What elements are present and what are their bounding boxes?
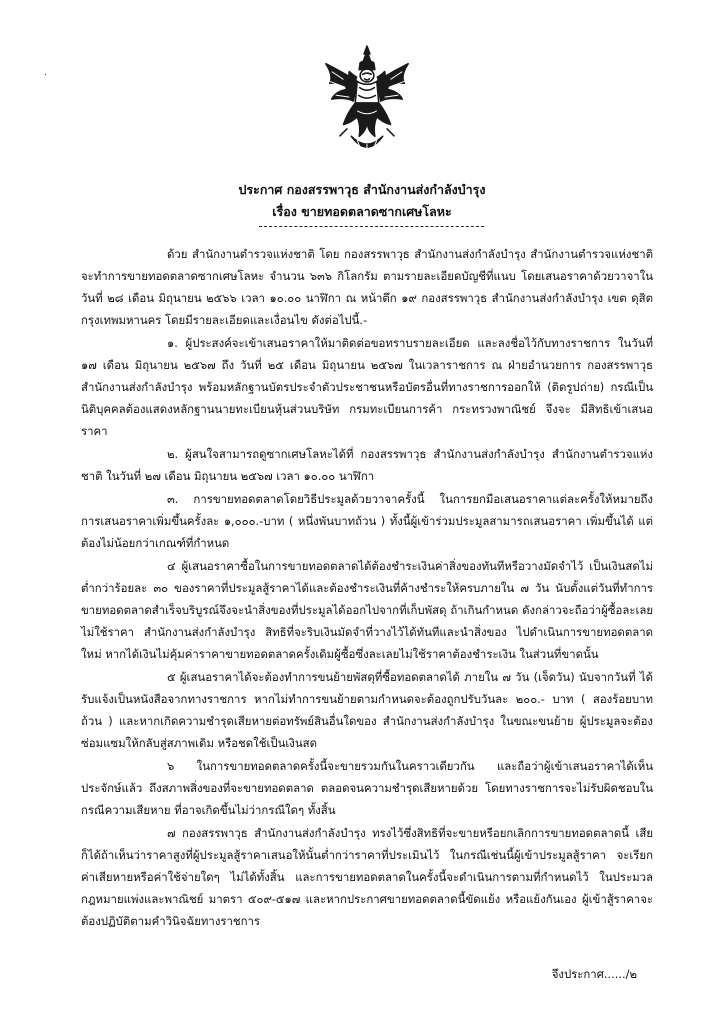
announcement-title: ประกาศ กองสรรพาวุธ สำนักงานส่งกำลังบำรุง: [238, 182, 486, 197]
continued-marker: จึงประกาศ....../๒: [551, 967, 637, 981]
clause-4: ๔ ผู้เสนอราคาซื้อในการขายทอดตลาดได้ต้องชำระเงินค่าสิ่งของทันทีหรือวางมัดจำไว้ เป็นเงินสดไม่ต่ำกว่าร้อยละ ๓๐ ของราคาที่ประมูลสู้ราคาได้และต้องชำระเงินที่ค้างชำระให้ครบภายใน ๗ วัน นับตั้งแต่วันที่ทำการขายทอดตลาดสำเร็จบริบูรณ์จึงจะนำสิ่งของที่ประมูลได้ออกไปจากที่เก็บพัสดุ ถ้าเกินกำหนด ดังกล่าวจะถือว่าผู้ซื้อละเลยไม่ใช้ราคา สำนักงานส่งกำลังบำรุง สิทธิที่จะริบเงินมัดจำที่วางไว้ได้ทันทีและนำสิ่งของ ไปดำเนินการขายทอดตลาดใหม่ หากได้เงินไม่คุ้มค่าราคาขายทอดตลาดครั้งเดิมผู้ซื้อซึ่งละเลยไม่ใช้ราคาต้องชำระเงิน ในส่วนที่ขาดนั้น: [81, 559, 653, 661]
clause-1: ๑. ผู้ประสงค์จะเข้าเสนอราคาให้มาติดต่อขอทราบรายละเอียด และลงชื่อไว้กับทางราชการ ในวันที่ ๑๗ เดือน มิถุนายน ๒๕๖๗ ถึง วันที่ ๒๕ เดือน มิถุนายน ๒๕๖๗ ในเวลาราชการ ณ ฝ่ายอำนวยการ กองสรรพาวุธ สำนักงานส่งกำลังบำรุง พร้อมหลักฐานบัตรประจำตัวประชาชนหรือบัตรอื่นที่ทางราชการออกให้ (ติดรูปถ่าย) กรณีเป็นนิติบุคคลต้องแสดงหลักฐานนายทะเบียนหุ้นส่วนบริษัท กรมทะเบียนการค้า กระทรวงพาณิชย์ จึงจะ มีสิทธิเข้าเสนอราคา: [81, 336, 653, 438]
header-divider: [259, 226, 484, 227]
document-body: [81, 243, 653, 932]
clause-6: ๖ ในการขายทอดตลาดครั้งนี้จะขายรวมกันในคราวเดียวกัน และถือว่าผู้เข้าเสนอราคาได้เห็นประจักษ์แล้ว ถึงสภาพสิ่งของที่จะขายทอดตลาด ตลอดจนความชำรุดเสียหายด้วย โดยทางราชการจะไม่รับผิดชอบในกรณีความเสียหาย ที่อาจเกิดขึ้นไม่ว่ากรณีใดๆ ทั้งสิ้น: [81, 759, 653, 817]
document-header: [0, 179, 724, 223]
garuda-emblem-icon: [318, 42, 416, 160]
intro-paragraph: ด้วย สำนักงานตำรวจแห่งชาติ โดย กองสรรพาวุธ สำนักงานส่งกำลังบำรุง สำนักงานตำรวจแห่งชาติ จะทำการขายทอดตลาดซากเศษโลหะ จำนวน ๖๓๖ กิโลกรัม ตามรายละเอียดบัญชีที่แนบ โดยเสนอราคาด้วยวาจาใน วันที่ ๒๘ เดือน มิถุนายน ๒๕๖๖ เวลา ๑๐.๐๐ นาฬิกา ณ หน้าตึก ๑๙ กองสรรพาวุธ สำนักงานส่งกำลังบำรุง เขต ดุสิต กรุงเทพมหานคร โดยมีรายละเอียดและเงื่อนไข ดังต่อไปนี้.-: [81, 247, 653, 327]
clause-5: ๕ ผู้เสนอราคาได้จะต้องทำการขนย้ายพัสดุที่ซื้อทอดตลาดได้ ภายใน ๗ วัน (เจ็ดวัน) นับจากวันที่ ได้รับแจ้งเป็นหนังสือจากทางราชการ หากไม่ทำการขนย้ายตามกำหนดจะต้องถูกปรับวันละ ๒๐๐.- บาท ( สองร้อยบาทถ้วน ) และหากเกิดความชำรุดเสียหายต่อทรัพย์สินอื่นใดของ สำนักงานส่งกำลังบำรุง ในขณะขนย้าย ผู้ประมูลจะต้องซ่อมแซมให้กลับสู่สภาพเดิม หรือชดใช้เป็นเงินสด: [81, 670, 653, 750]
clause-3: ๓. การขายทอดตลาดโดยวิธีประมูลด้วยวาจาครั้งนี้ ในการยกมือเสนอราคาแต่ละครั้งให้หมายถึง การเสนอราคาเพิ่มขึ้นครั้งละ ๑,๐๐๐.-บาท ( หนึ่งพันบาทถ้วน ) ทั้งนี้ผู้เข้าร่วมประมูลสามารถเสนอราคา เพิ่มขึ้นได้ แต่ต้องไม่น้อยกว่าเกณฑ์ที่กำหนด: [81, 492, 653, 550]
clause-2: ๒. ผู้สนใจสามารถดูซากเศษโลหะได้ที่ กองสรรพาวุธ สำนักงานส่งกำลังบำรุง สำนักงานตำรวจแห่งชาติ ในวันที่ ๒๗ เดือน มิถุนายน ๒๕๖๗ เวลา ๑๐.๐๐ นาฬิกา: [81, 447, 653, 483]
announcement-subject: เรื่อง ขายทอดตลาดซากเศษโลหะ: [272, 204, 452, 219]
stray-mark: .: [44, 68, 47, 78]
clause-7: ๗ กองสรรพาวุธ สำนักงานส่งกำลังบำรุง ทรงไว้ซึ่งสิทธิที่จะขายหรือยกเลิกการขายทอดตลาดนี้ เสียก็ได้ถ้าเห็นว่าราคาสูงที่ผู้ประมูลสู้ราคาเสนอให้นั้นต่ำกว่าราคาที่ประเมินไว้ ในกรณีเช่นนี้ผู้เข้าประมูลสู้ราคา จะเรียกค่าเสียหายหรือค่าใช้จ่ายใดๆ ไม่ได้ทั้งสิ้น และการขายทอดตลาดในครั้งนี้จะดำเนินการตามที่กำหนดไว้ ในประมวลกฎหมายแพ่งและพาณิชย์ มาตรา ๕๐๙-๕๑๗ และหากประกาศขายทอดตลาดนี้ขัดแย้ง หรือแย้งกันเอง ผู้เข้าสู้ราคาจะต้องปฏิบัติตามคำวินิจฉัยทางราชการ: [81, 826, 653, 928]
